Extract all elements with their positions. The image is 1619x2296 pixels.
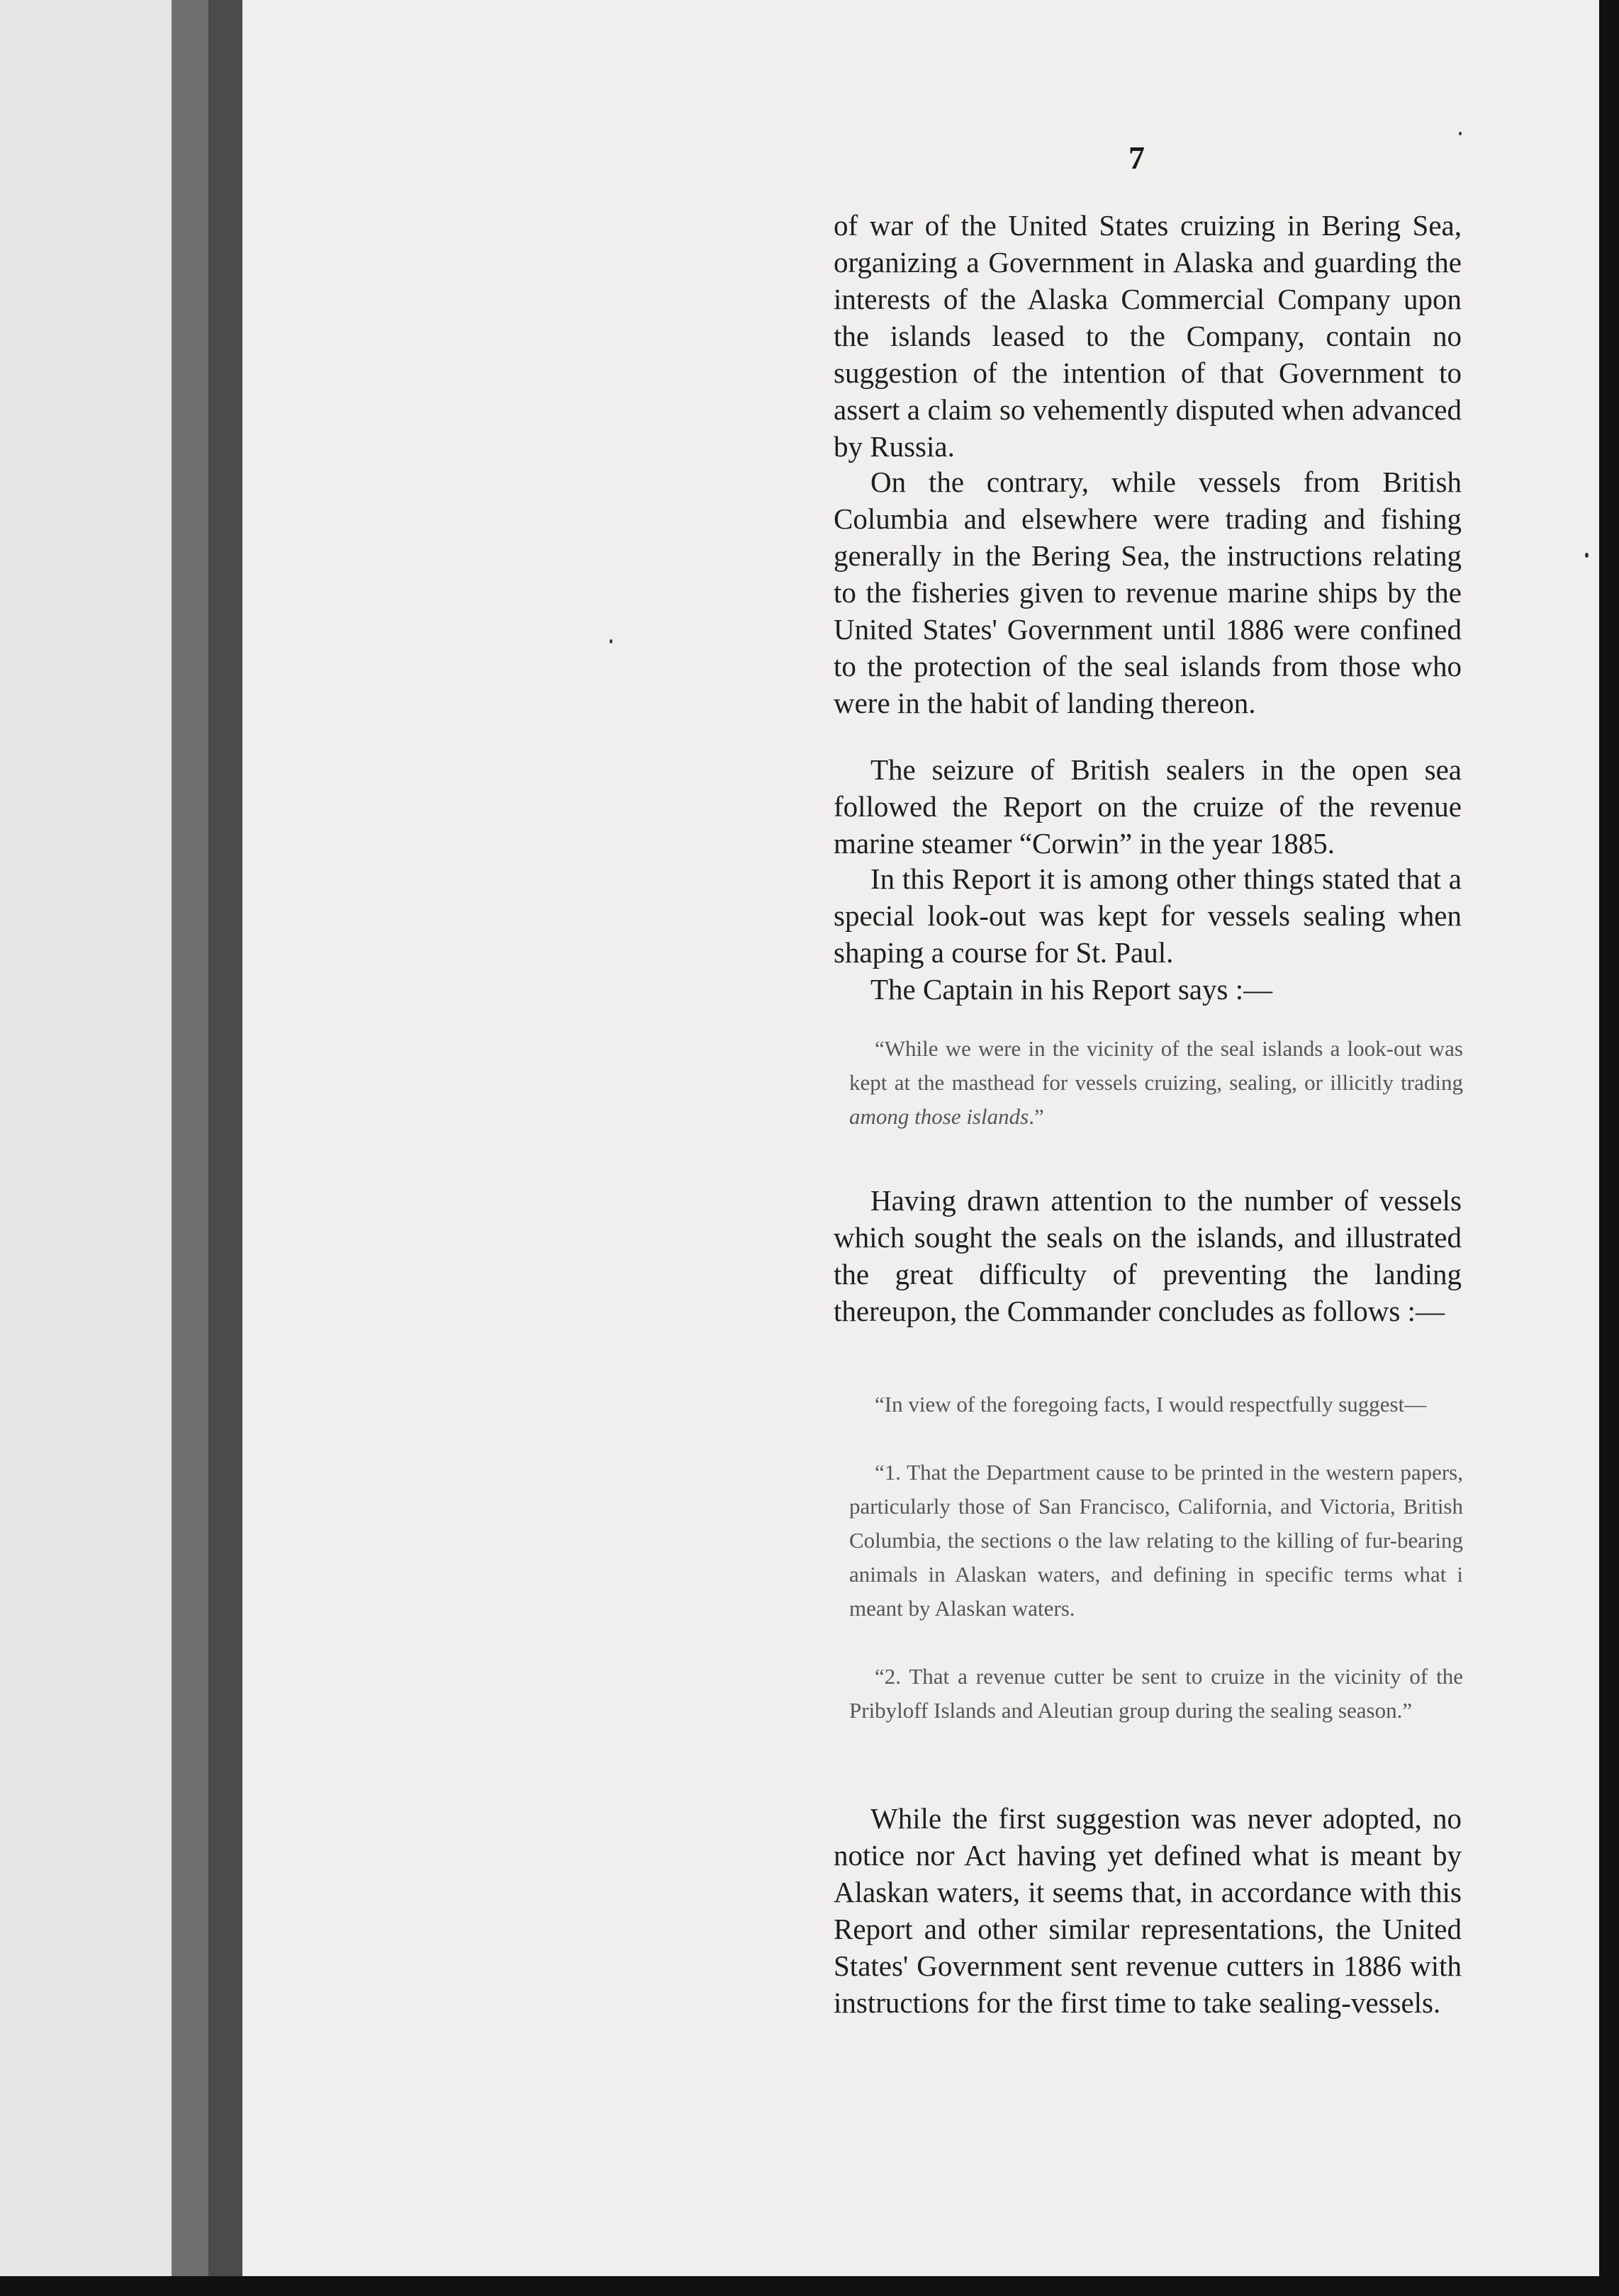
paragraph-4: In this Report it is among other things stated that a special look-out was kept for vessels sealing when shaping a course for St. Paul.	[834, 862, 1462, 969]
quotation-masthead	[849, 1032, 1463, 1134]
scan-speck	[1459, 132, 1462, 135]
scan-speck	[610, 639, 612, 643]
quote-text: “While we were in the vicinity of the seal islands a look-out was kept at the masthead for vessels cruizing, sealing, or illicitly trading	[849, 1036, 1463, 1095]
paragraph-5: The Captain in his Report says :—	[870, 973, 1273, 1006]
scan-border-right	[1599, 0, 1619, 2296]
paragraph-1: of war of the United States cruizing in Bering Sea, organizing a Government in Alaska and guarding the interests of the Alaska Commercial Company upon the islands leased to the Company, contain no suggestion of the intention of that Government to assert a claim so vehemently disputed when advanced by Russia.	[834, 209, 1462, 463]
paragraph-6: Having drawn attention to the number of vessels which sought the seals on the islands, and illustrated the great difficulty of preventing the landing thereupon, the Commander concludes as follows :—	[834, 1184, 1462, 1327]
quote-end: .”	[1029, 1104, 1044, 1129]
quote-item-2: “2. That a revenue cutter be sent to cruize in the vicinity of the Pribyloff Islands and Aleutian group during the sealing season.”	[849, 1664, 1463, 1723]
quote-item-1: “1. That the Department cause to be printed in the western papers, particularly those of San Francisco, California, and Victoria, British Columbia, the sections o the law relating to the killing of fur-bearing animals in Alaskan waters, and defining in specific terms what i meant by Alaskan waters.	[849, 1460, 1463, 1621]
quote-intro: “In view of the foregoing facts, I would respectfully suggest—	[875, 1392, 1427, 1417]
paragraph-3: The seizure of British sealers in the open sea followed the Report on the cruize of the revenue marine steamer “Corwin” in the year 1885.	[834, 753, 1462, 860]
scan-border-bottom	[0, 2276, 1619, 2296]
scan-speck	[1585, 553, 1589, 558]
paragraph-2: On the contrary, while vessels from British Columbia and elsewhere were trading and fishing generally in the Bering Sea, the instructions relating to the fisheries given to revenue marine ships by the United States' Government until 1886 were confined to the protection of the seal islands from those who were in the habit of landing thereon.	[834, 466, 1462, 719]
facing-page-edge	[0, 0, 172, 2276]
paragraph-7: While the first suggestion was never adopted, no notice nor Act having yet defined what is meant by Alaskan waters, it seems that, in accordance with this Report and other similar representations, the United States' Government sent revenue cutters in 1886 with instructions for the first time to take sealing-vessels.	[834, 1802, 1462, 2019]
book-spine-shadow	[172, 0, 242, 2276]
page-number: 7	[1128, 140, 1145, 176]
quote-italic: among those islands	[849, 1104, 1029, 1129]
